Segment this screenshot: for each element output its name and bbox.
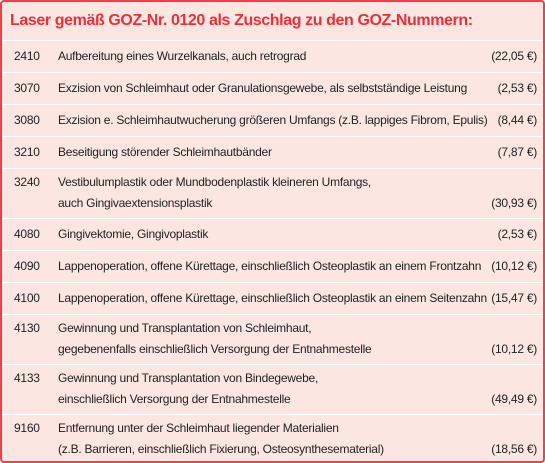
- service-description: [58, 368, 473, 410]
- service-description: [58, 110, 488, 131]
- table-title: Laser gemäß GOZ-Nr. 0120 als Zuschlag zu den GOZ-Nummern:: [10, 12, 473, 29]
- fee-amount: (7,87 €): [497, 145, 537, 159]
- description-line: Lappenoperation, offene Kürettage, einschließlich Osteoplastik an einem Frontzahn: [58, 259, 482, 273]
- goz-code: 4090: [14, 259, 40, 273]
- table-row: [2, 218, 543, 250]
- goz-code: 4100: [14, 291, 40, 305]
- description-line: Aufbereitung eines Wurzelkanals, auch retrograd: [58, 49, 307, 63]
- table-row: [2, 168, 543, 218]
- fee-amount: (18,56 €): [491, 442, 537, 456]
- description-line: Gingivektomie, Gingivoplastik: [58, 227, 209, 241]
- description-line: Entfernung unter der Schleimhaut liegender Materialien: [58, 421, 339, 435]
- service-description: [58, 172, 473, 214]
- description-line: Beseitigung störender Schleimhautbänder: [58, 145, 272, 159]
- description-line: Lappenoperation, offene Kürettage, einschließlich Osteoplastik an einem Seitenzahn: [58, 291, 487, 305]
- service-description: [58, 78, 473, 99]
- description-line: auch Gingivaextensionsplastik: [58, 196, 213, 210]
- fee-amount: (8,44 €): [497, 113, 537, 127]
- fee-amount: (2,53 €): [497, 81, 537, 95]
- description-line: einschließlich Versorgung der Entnahmestelle: [58, 392, 291, 406]
- goz-code: 3080: [14, 113, 40, 127]
- goz-code: 3210: [14, 145, 40, 159]
- goz-code: 9160: [14, 421, 40, 435]
- description-line: Gewinnung und Transplantation von Bindegewebe,: [58, 371, 319, 385]
- description-line: (z.B. Barrieren, einschließlich Fixierung, Osteosynthesematerial): [58, 442, 384, 456]
- service-description: [58, 318, 473, 360]
- fee-amount: (10,12 €): [491, 342, 537, 356]
- service-description: [58, 256, 482, 277]
- service-description: [58, 288, 487, 309]
- description-line: gegebenenfalls einschließlich Versorgung der Entnahmestelle: [58, 342, 372, 356]
- table-row: [2, 104, 543, 136]
- table-row: [2, 250, 543, 282]
- service-description: [58, 224, 473, 245]
- goz-code: 3240: [14, 175, 40, 189]
- table-rows: [2, 40, 543, 463]
- table-row: [2, 40, 543, 72]
- fee-amount: (15,47 €): [491, 291, 537, 305]
- goz-code: 4133: [14, 371, 40, 385]
- fee-amount: (22,05 €): [491, 49, 537, 63]
- description-line: Vestibulumplastik oder Mundbodenplastik kleineren Umfangs,: [58, 175, 372, 189]
- goz-code: 2410: [14, 49, 40, 63]
- fee-amount: (2,53 €): [497, 227, 537, 241]
- table-row: [2, 314, 543, 364]
- goz-code: 3070: [14, 81, 40, 95]
- table-row: [2, 136, 543, 168]
- fee-amount: (10,12 €): [491, 259, 537, 273]
- table-row: [2, 282, 543, 314]
- table-row: [2, 364, 543, 414]
- service-description: [58, 142, 473, 163]
- table-row: [2, 414, 543, 463]
- description-line: Exzision von Schleimhaut oder Granulationsgewebe, als selbstständige Leistung: [58, 81, 468, 95]
- table-row: [2, 72, 543, 104]
- fee-amount: (49,49 €): [491, 392, 537, 406]
- service-description: [58, 418, 473, 460]
- description-line: Exzision e. Schleimhautwucherung größeren Umfangs (z.B. lappiges Fibrom, Epulis): [58, 113, 488, 127]
- goz-code: 4130: [14, 321, 40, 335]
- description-line: Gewinnung und Transplantation von Schleimhaut,: [58, 321, 312, 335]
- fee-amount: (30,93 €): [491, 196, 537, 210]
- goz-code: 4080: [14, 227, 40, 241]
- service-description: [58, 46, 473, 67]
